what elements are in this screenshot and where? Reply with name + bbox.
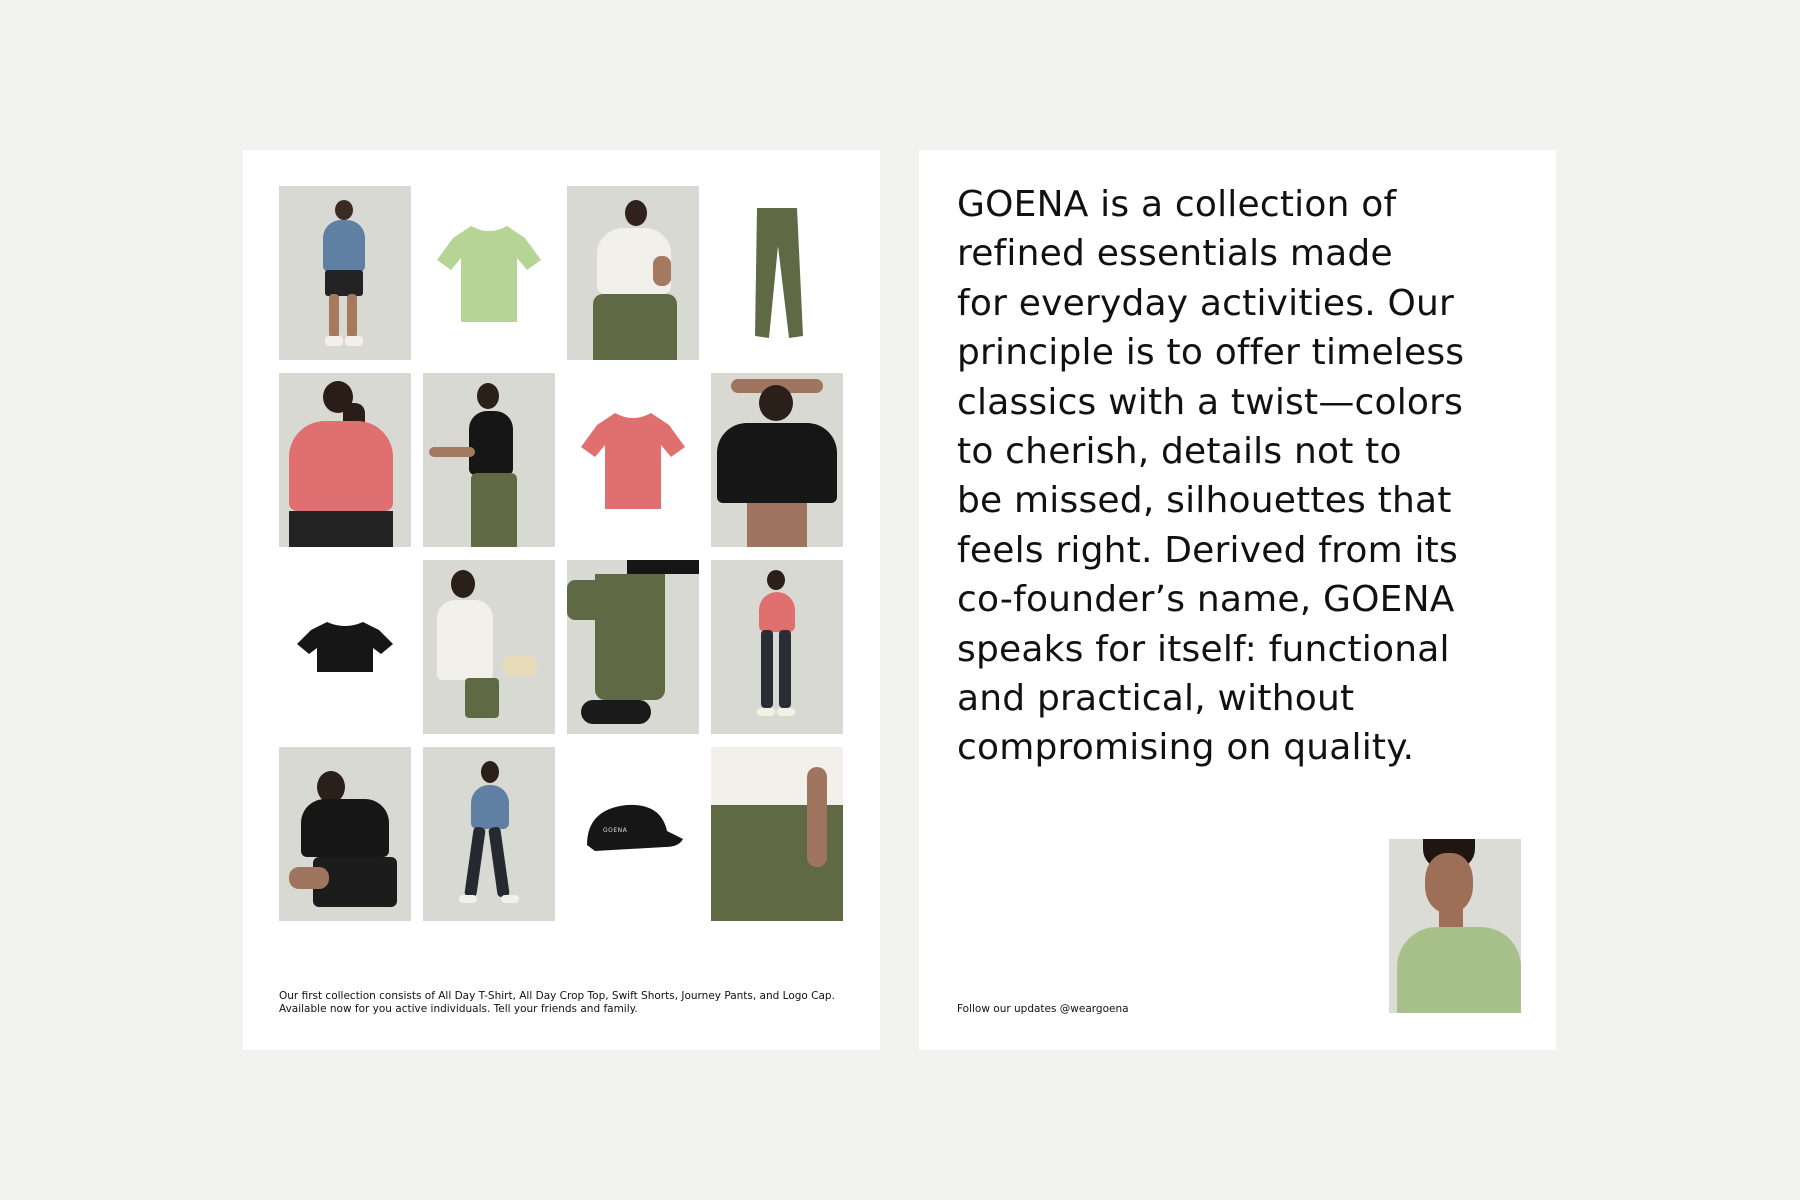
- black-crop-top-icon: [279, 560, 411, 734]
- green-tshirt-icon: [423, 186, 555, 360]
- product-grid: [279, 186, 844, 921]
- model-black-crop-shorts-photo: [279, 747, 411, 921]
- cap-logo-label: GOENA: [603, 827, 628, 834]
- green-tshirt-product: [423, 186, 555, 360]
- statement-line: be missed, silhouettes that: [957, 480, 1452, 522]
- statement-line: for everyday activities. Our: [957, 282, 1455, 324]
- left-page: [243, 150, 880, 1050]
- black-logo-cap-product: [567, 747, 699, 921]
- model-green-tee-portrait-photo: [1389, 839, 1521, 1013]
- model-pink-tee-black-pants-photo: [711, 560, 843, 734]
- olive-pants-zipper-detail-photo: [567, 560, 699, 734]
- statement-line: co-founder’s name, GOENA: [957, 579, 1455, 621]
- right-page: [919, 150, 1556, 1050]
- model-white-tee-olive-pants-photo: [567, 186, 699, 360]
- collection-caption: Our first collection consists of All Day T-Shirt, All Day Crop Top, Swift Shorts, Journey Pants, and Logo Cap. Available now for you active individuals. Tell your friends and family.: [279, 990, 835, 1015]
- model-black-tee-stretch-photo: [423, 373, 555, 547]
- statement-line: compromising on quality.: [957, 727, 1415, 769]
- model-black-crop-back-photo: [711, 373, 843, 547]
- statement-line: feels right. Derived from its: [957, 529, 1458, 571]
- black-cap-icon: [567, 747, 699, 921]
- olive-pants-icon: [711, 186, 843, 360]
- olive-pants-product: [711, 186, 843, 360]
- model-pink-tee-back-photo: [279, 373, 411, 547]
- brand-statement: [957, 180, 1517, 773]
- statement-line: and practical, without: [957, 678, 1355, 720]
- statement-line: refined essentials made: [957, 233, 1393, 275]
- statement-line: GOENA is a collection of: [957, 184, 1397, 225]
- model-blue-tee-walking-photo: [423, 747, 555, 921]
- olive-pants-pocket-detail-photo: [711, 747, 843, 921]
- model-blue-tee-shorts-photo: [279, 186, 411, 360]
- statement-line: classics with a twist—colors: [957, 381, 1464, 423]
- pink-tshirt-product: [567, 373, 699, 547]
- statement-line: speaks for itself: functional: [957, 628, 1450, 670]
- model-white-tee-stretch-photo: [423, 560, 555, 734]
- follow-updates-text: Follow our updates @weargoena: [957, 1003, 1129, 1015]
- pink-tshirt-icon: [567, 373, 699, 547]
- statement-line: to cherish, details not to: [957, 431, 1402, 473]
- statement-line: principle is to offer timeless: [957, 332, 1465, 374]
- black-crop-top-product: [279, 560, 411, 734]
